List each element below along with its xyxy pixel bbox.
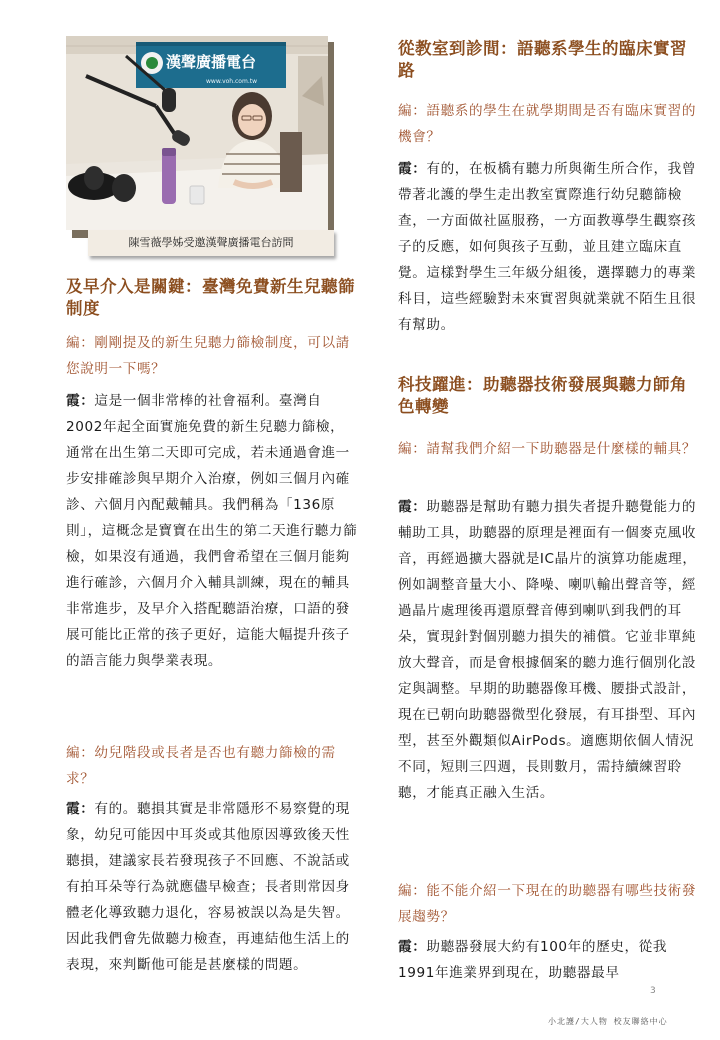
left-answer-1-text: 這是一個非常棒的社會福利。臺灣自2002年起全面實施免費的新生兒聽力篩檢，通常在出生第二天即可完成，若未通過會進一步安排確診與早期介入治療，例如三個月內確診、六個月內配戴輔具。我們稱為「136原則」，這概念是寶寶在出生的第二天進行聽力篩檢，如果沒有通過，我們會希望在三個月能夠進行確診，六個月介入輔具訓練，現在的輔具非常進步，及早介入搭配聽語治療，口語的發展可能比正常的孩子更好，這能大幅提升孩子的語言能力與學業表現。 — [66, 393, 358, 669]
answer-speaker-label: 霞： — [398, 499, 427, 515]
left-question-1-block — [66, 330, 358, 382]
right-answer-1 — [398, 156, 700, 338]
photo-caption: 陳雪薇學姊受邀漢聲廣播電台訪問 — [88, 230, 334, 256]
interview-photo — [66, 36, 328, 230]
station-sign-url: www.voh.com.tw — [206, 78, 257, 85]
right-section-heading-1-block — [398, 38, 700, 82]
left-answer-1 — [66, 388, 358, 674]
answer-speaker-label: 霞： — [398, 939, 427, 955]
answer-speaker-label: 霞： — [66, 393, 95, 409]
right-section-heading-1: 從教室到診間：語聽系學生的臨床實習路 — [398, 39, 687, 80]
left-question-2-block — [66, 740, 358, 792]
right-question-3-block — [398, 878, 700, 930]
left-answer-2-block — [66, 796, 358, 978]
right-answer-2-block — [398, 494, 704, 806]
right-answer-3-block — [398, 934, 700, 986]
left-section-heading-block — [66, 276, 362, 320]
right-answer-1-text: 有的，在板橋有聽力所與衛生所合作，我曾帶著北護的學生走出教室實際進行幼兒聽篩檢查，一方面做社區服務，一方面教導學生觀察孩子的反應，如何與孩子互動，並且建立臨床直覺。這樣對學生三年級分組後，選擇聽力的專業科目，這些經驗對未來實習與就業就不陌生且很有幫助。 — [398, 161, 697, 333]
page-number: 3 — [650, 986, 656, 996]
interview-photo-illustration — [66, 36, 328, 230]
left-answer-1-block — [66, 388, 358, 674]
left-question-2: 編：幼兒階段或長者是否也有聽力篩檢的需求？ — [66, 745, 336, 787]
answer-speaker-label: 霞： — [66, 801, 95, 817]
right-question-3: 編：能不能介紹一下現在的助聽器有哪些技術發展趨勢？ — [398, 883, 697, 925]
right-section-heading-2: 科技躍進：助聽器技術發展與聽力師角色轉變 — [398, 375, 687, 416]
right-question-1: 編：語聽系的學生在就學期間是否有臨床實習的機會？ — [398, 103, 697, 145]
left-answer-2-text: 有的。聽損其實是非常隱形不易察覺的現象，幼兒可能因中耳炎或其他原因導致後天性聽損，建議家長若發現孩子不回應、不說話或有拍耳朵等行為就應儘早檢查；長者則常因身體老化導致聽力退化，容易被誤以為是失智。因此我們會先做聽力檢查，再連結他生活上的表現，來判斷他可能是甚麼樣的問題。 — [66, 801, 350, 973]
right-answer-1-block — [398, 156, 700, 338]
right-question-2-block — [398, 436, 700, 462]
right-answer-2 — [398, 494, 704, 806]
station-sign-text: 漢聲廣播電台 — [166, 53, 257, 71]
interview-photo-block — [66, 36, 330, 262]
page-footer: 小北護/大人物 校友聯絡中心 — [548, 1017, 668, 1026]
left-answer-2 — [66, 796, 358, 978]
left-question-1: 編：剛剛提及的新生兒聽力篩檢制度，可以請您說明一下嗎？ — [66, 335, 350, 377]
right-question-2: 編：請幫我們介紹一下助聽器是什麼樣的輔具？ — [398, 441, 697, 457]
left-section-heading: 及早介入是關鍵：臺灣免費新生兒聽篩制度 — [66, 277, 355, 318]
right-answer-3-text: 助聽器發展大約有100年的歷史，從我1991年進業界到現在，助聽器最早 — [398, 939, 668, 981]
answer-speaker-label: 霞： — [398, 161, 427, 177]
right-section-heading-2-block — [398, 374, 700, 418]
right-answer-2-text: 助聽器是幫助有聽力損失者提升聽覺能力的輔助工具，助聽器的原理是裡面有一個麥克風收音，再經過擴大器就是IC晶片的演算功能處理，例如調整音量大小、降噪、喇叭輸出聲音等，經過晶片處理後再還原聲音傳到喇叭到我們的耳朵，實現針對個別聽力損失的補償。它並非單純放大聲音，而是會根據個案的聽力進行個別化設定與調整。早期的助聽器像耳機、腰掛式設計，現在已朝向助聽器微型化發展，有耳掛型、耳內型，甚至外觀類似AirPods。適應期依個人情況不同，短則三四週，長則數月，需持續練習聆聽，才能真正融入生活。 — [398, 499, 697, 801]
right-answer-3 — [398, 934, 700, 986]
right-question-1-block — [398, 98, 700, 150]
